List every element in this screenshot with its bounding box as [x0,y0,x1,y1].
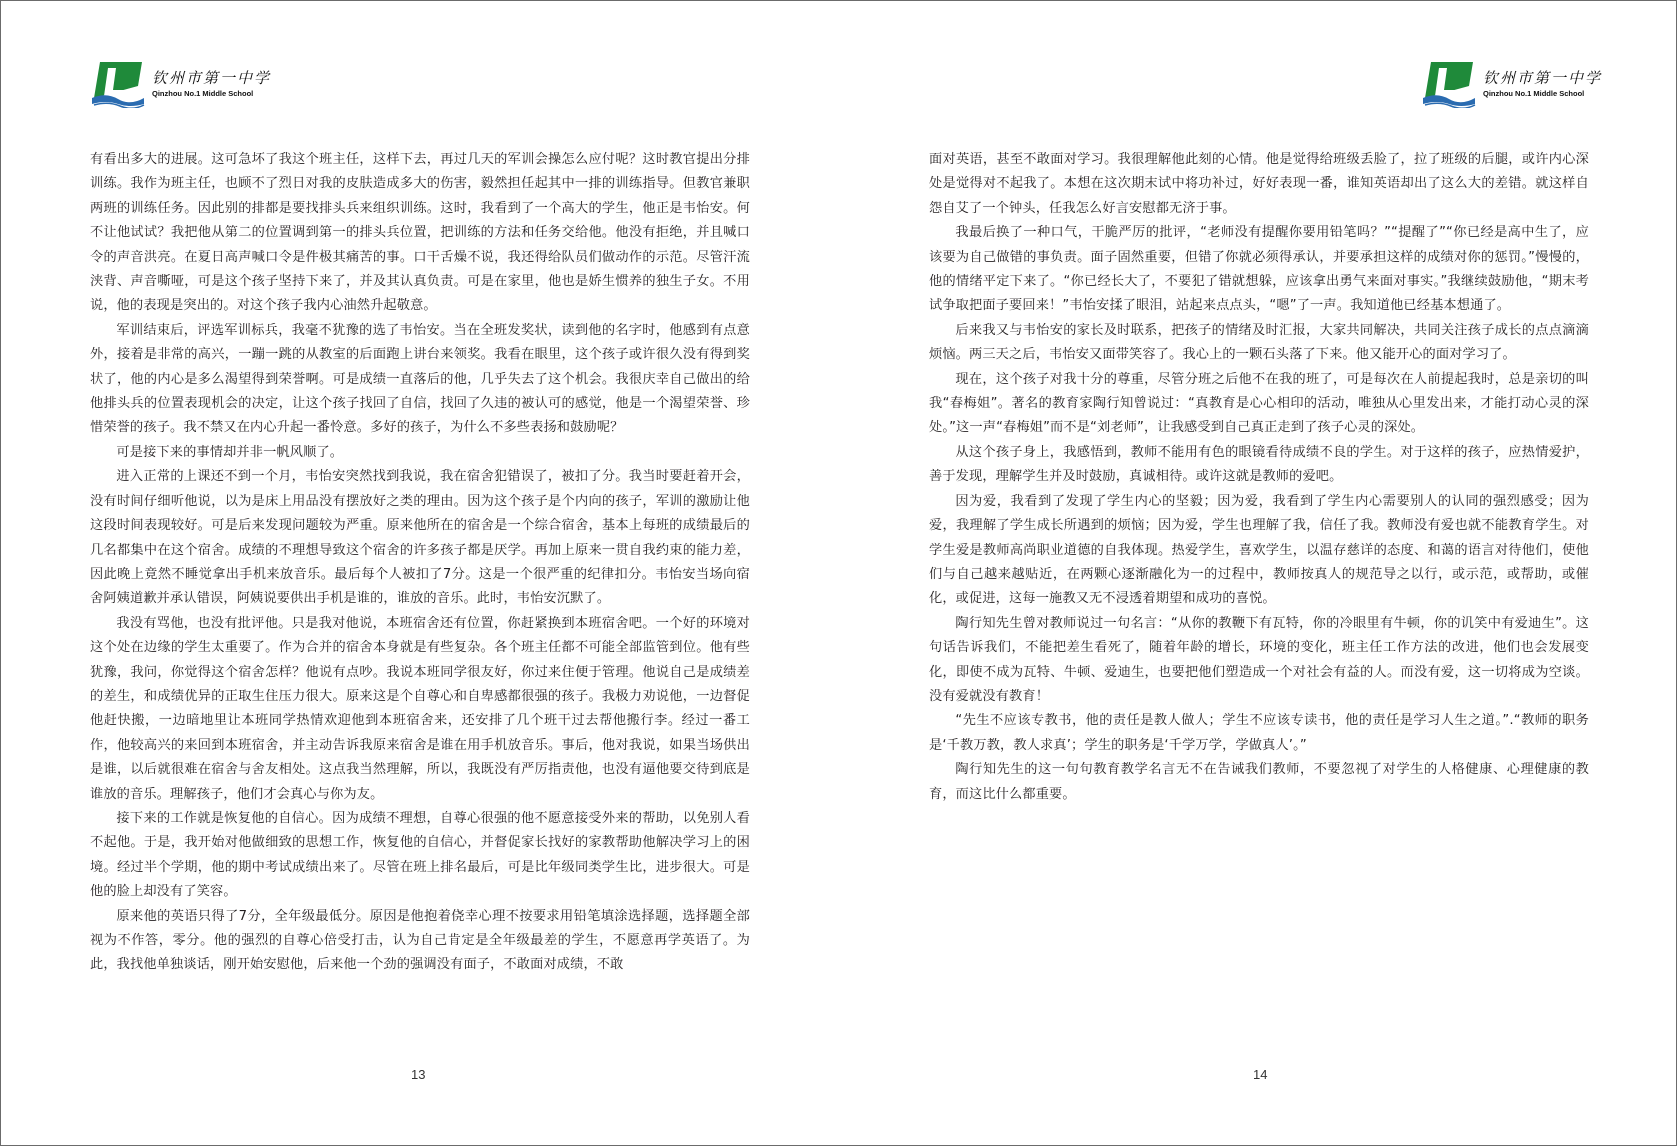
logo-text-group [152,68,271,99]
paragraph: 原来他的英语只得了7分，全年级最低分。原因是他抱着侥幸心理不按要求用铅笔填涂选择题，选择题全部视为不作答，零分。他的强烈的自尊心倍受打击，认为自己肯定是全年级最差的学生，不愿意再学英语了。为此，我找他单独谈话，刚开始安慰他，后来他一个劲的强调没有面子，不敢面对成绩，不敢 [90,908,750,973]
logo-text-group [1483,68,1602,99]
left-page-body [90,148,750,978]
paragraph: 因为爱，我看到了发现了学生内心的坚毅；因为爱，我看到了学生内心需要别人的认同的强烈感受；因为爱，我理解了学生成长所遇到的烦恼；因为爱，学生也理解了我，信任了我。教师没有爱也就不能教育学生。对学生爱是教师高尚职业道德的自我体现。热爱学生，喜欢学生，以温存慈详的态度、和蔼的语言对待他们，使他们与自己越来越贴近，在两颗心逐渐融化为一的过程中，教师按真人的规范导之以行，或示范，或帮助，或催化，或促进，这每一施教又无不浸透着期望和成功的喜悦。 [929,493,1589,607]
right-page [839,1,1677,1146]
logo-school-name-cn: 钦州市第一中学 [1482,68,1602,87]
paragraph: 从这个孩子身上，我感悟到，教师不能用有色的眼镜看待成绩不良的学生。对于这样的孩子，应热情爱护，善于发现，理解学生并及时鼓励，真诚相待。或许这就是教师的爱吧。 [929,444,1589,485]
school-emblem-icon [1421,58,1477,108]
logo-school-name-en: Qinzhou No.1 Middle School [1482,88,1585,98]
logo-school-name-cn: 钦州市第一中学 [152,68,272,87]
paragraph: 面对英语，甚至不敢面对学习。我很理解他此刻的心情。他是觉得给班级丢脸了，拉了班级的后腿，或许内心深处是觉得对不起我了。本想在这次期末试中将功补过，好好表现一番，谁知英语却出了这么大的差错。就这样自怨自艾了一个钟头，任我怎么好言安慰都无济于事。 [929,152,1589,216]
paragraph: 军训结束后，评选军训标兵，我毫不犹豫的选了韦怡安。当在全班发奖状，读到他的名字时，他感到有点意外，接着是非常的高兴，一蹦一跳的从教室的后面跑上讲台来领奖。我看在眼里，这个孩子或许很久没有得到奖状了，他的内心是多么渴望得到荣誉啊。可是成绩一直落后的他，几乎失去了这个机会。我很庆幸自己做出的给他排头兵的位置表现机会的决定，让这个孩子找回了自信，找回了久违的被认可的感觉，他是一个渴望荣誉、珍惜荣誉的孩子。我不禁又在内心升起一番怜意。多好的孩子，为什么不多些表扬和鼓励呢？ [90,322,750,436]
paragraph: 陶行知先生的这一句句教育教学名言无不在告诫我们教师，不要忽视了对学生的人格健康、心理健康的教育，而这比什么都重要。 [929,762,1589,802]
school-logo [1421,57,1602,109]
left-page [1,1,839,1146]
paragraph: 可是接下来的事情却并非一帆风顺了。 [116,444,344,460]
paragraph: 陶行知先生曾对教师说过一句名言：“从你的教鞭下有瓦特，你的冷眼里有牛顿，你的讥笑中有爱迪生”。这句话告诉我们，不能把差生看死了，随着年龄的增长，环境的变化，班主任工作方法的改进，他们也会发展变化，即使不成为瓦特、牛顿、爱迪生，也要把他们塑造成一个对社会有益的人。而没有爱，这一切将成为空谈。没有爱就没有教育！ [929,615,1589,704]
school-logo [90,57,271,109]
right-page-body [929,148,1589,807]
school-emblem-icon [90,58,146,108]
paragraph: “先生不应该专教书，他的责任是教人做人；学生不应该专读书，他的责任是学习人生之道。”.“教师的职务是‘千教万教，教人求真’；学生的职务是‘千学万学，学做真人’。” [929,713,1589,753]
paragraph: 后来我又与韦怡安的家长及时联系，把孩子的情绪及时汇报，大家共同解决，共同关注孩子成长的点点滴滴烦恼。两三天之后，韦怡安又面带笑容了。我心上的一颗石头落了下来。他又能开心的面对学习了。 [929,322,1589,363]
paragraph: 我没有骂他，也没有批评他。只是我对他说，本班宿舍还有位置，你赶紧换到本班宿舍吧。一个好的环境对这个处在边缘的学生太重要了。作为合并的宿舍本身就是有些复杂。各个班主任都不可能全部监管到位。他有些犹豫，我问，你觉得这个宿舍怎样？他说有点吵。我说本班同学很友好，你过来住便于管理。他说自己是成绩差的差生，和成绩优异的正取生住压力很大。原来这是个自尊心和自卑感都很强的孩子。我极力劝说他，一边督促他赶快搬，一边暗地里让本班同学热情欢迎他到本班宿舍来，还安排了几个班干过去帮他搬行李。经过一番工作，他较高兴的来回到本班宿舍，并主动告诉我原来宿舍是谁在用手机放音乐。事后，他对我说，如果当场供出是谁，以后就很难在宿舍与舍友相处。这点我当然理解，所以，我既没有严厉指责他，也没有逼他要交待到底是谁放的音乐。理解孩子，他们才会真心与你为友。 [90,615,750,802]
page-number: 14 [1253,1067,1268,1082]
page-number: 13 [411,1067,426,1082]
paragraph: 有看出多大的进展。这可急坏了我这个班主任，这样下去，再过几天的军训会操怎么应付呢？这时教官提出分排训练。我作为班主任，也顾不了烈日对我的皮肤造成多大的伤害，毅然担任起其中一排的训练指导。但教官兼职两班的训练任务。因此别的排都是要找排头兵来组织训练。这时，我看到了一个高大的学生，他正是韦怡安。何不让他试试？我把他从第二的位置调到第一的排头兵位置，把训练的方法和任务交给他。他没有拒绝，并且喊口令的声音洪亮。在夏日高声喊口令是件极其痛苦的事。口干舌燥不说，我还得给队员们做动作的示范。尽管汗流浃背、声音嘶哑，可是这个孩子坚持下来了，并及其认真负责。可是在家里，他也是娇生惯养的独生子女。不用说，他的表现是突出的。对这个孩子我内心油然升起敬意。 [90,152,750,314]
paragraph: 进入正常的上课还不到一个月，韦怡安突然找到我说，我在宿舍犯错误了，被扣了分。我当时要赶着开会，没有时间仔细听他说，以为是床上用品没有摆放好之类的理由。因为这个孩子是个内向的孩子，军训的激励让他这段时间表现较好。可是后来发现问题较为严重。原来他所在的宿舍是一个综合宿舍，基本上每班的成绩最后的几名都集中在这个宿舍。成绩的不理想导致这个宿舍的许多孩子都是厌学。再加上原来一贯自我约束的能力差，因此晚上竟然不睡觉拿出手机来放音乐。最后每个人被扣了7分。这是一个很严重的纪律扣分。韦怡安当场向宿舍阿姨道歉并承认错误，阿姨说要供出手机是谁的，谁放的音乐。此时，韦怡安沉默了。 [90,469,750,607]
paragraph: 接下来的工作就是恢复他的自信心。因为成绩不理想，自尊心很强的他不愿意接受外来的帮助，以免别人看不起他。于是，我开始对他做细致的思想工作，恢复他的自信心，并督促家长找好的家教帮助他解决学习上的困境。经过半个学期，他的期中考试成绩出来了。尽管在班上排名最后，可是比年级同类学生比，进步很大。可是他的脸上却没有了笑容。 [90,810,750,900]
paragraph: 我最后换了一种口气，干脆严厉的批评，“老师没有提醒你要用铅笔吗？”“提醒了”“你已经是高中生了，应该要为自己做错的事负责。面子固然重要，但错了你就必须得承认，并要承担这样的成绩对你的惩罚。”慢慢的，他的情绪平定下来了。“你已经长大了，不要犯了错就想躲，应该拿出勇气来面对事实。”我继续鼓励他，“期末考试争取把面子要回来！”韦怡安揉了眼泪，站起来点点头，“嗯”了一声。我知道他已经基本想通了。 [929,225,1589,314]
logo-school-name-en: Qinzhou No.1 Middle School [152,88,254,98]
paragraph: 现在，这个孩子对我十分的尊重，尽管分班之后他不在我的班了，可是每次在人前提起我时，总是亲切的叫我“春梅姐”。著名的教育家陶行知曾说过：“真教育是心心相印的活动，唯独从心里发出来，才能打动心灵的深处。”这一声“春梅姐”而不是“刘老师”，让我感受到自己真正走到了孩子心灵的深处。 [929,371,1589,436]
